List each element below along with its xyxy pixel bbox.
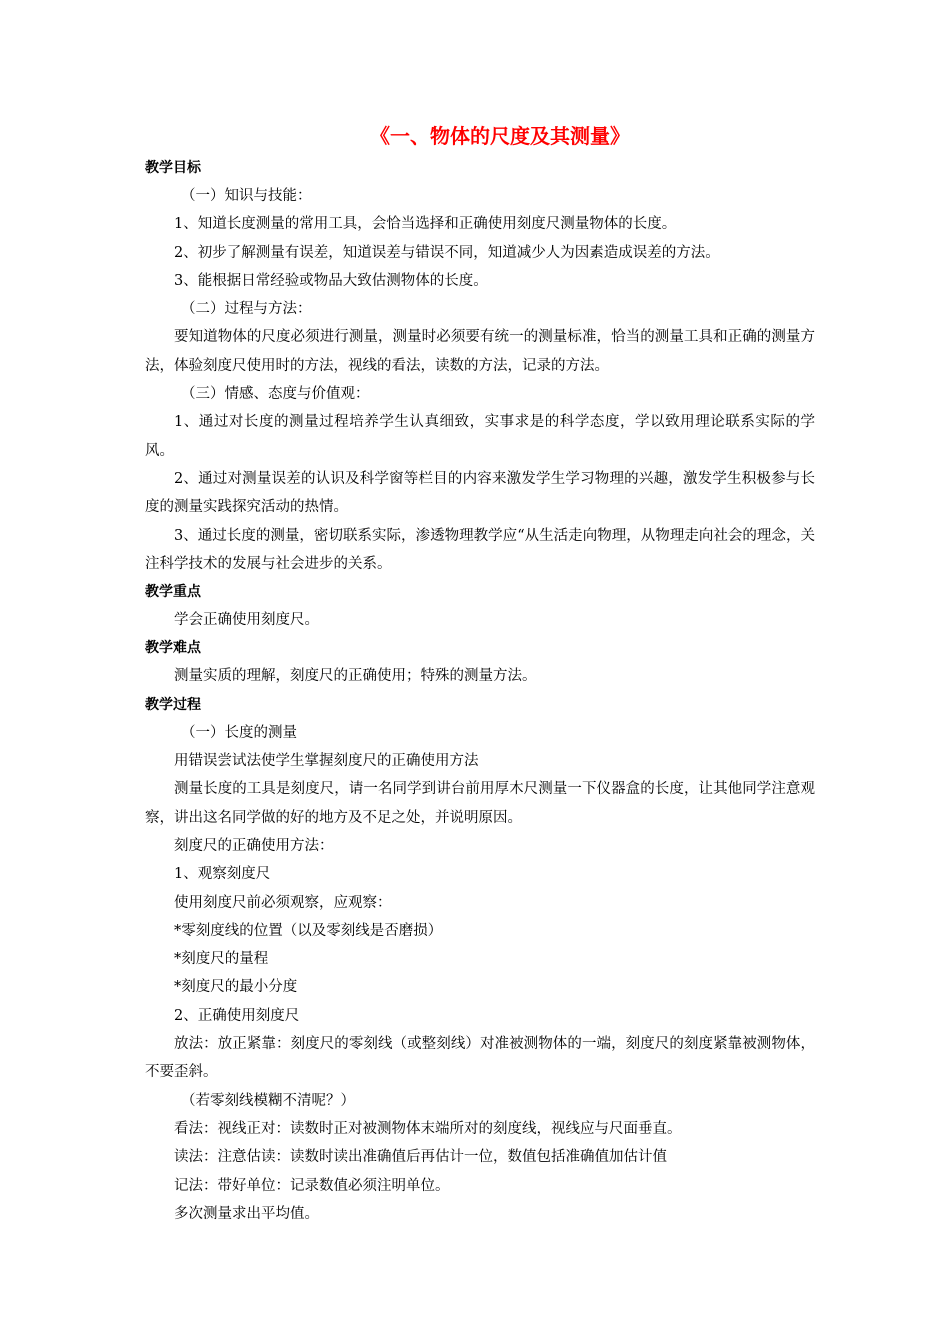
paragraph: 3、能根据日常经验或物品大致估测物体的长度。 [174,272,488,289]
paragraph: 2、初步了解测量有误差，知道误差与错误不同，知道减少人为因素造成误差的方法。 [174,244,720,261]
paragraph: 1、知道长度测量的常用工具，会恰当选择和正确使用刻度尺测量物体的长度。 [174,216,677,233]
subsection-heading: （一）长度的测量 [181,724,297,741]
paragraph: 记法：带好单位：记录数值必须注明单位。 [174,1177,450,1194]
section-heading: 教学难点 [145,640,201,657]
paragraph: 看法：视线正对：读数时正对被测物体末端所对的刻度线，视线应与尺面垂直。 [174,1120,682,1137]
paragraph: 要知道物体的尺度必须进行测量，测量时必须要有统一的测量标准，恰当的测量工具和正确的测量方法，体验刻度尺使用时的方法，视线的看法，读数的方法，记录的方法。 [145,329,815,374]
subsection-heading: （三）情感、态度与价值观： [181,386,370,403]
section-heading: 教学过程 [145,696,201,713]
paragraph: *刻度尺的量程 [174,951,269,968]
paragraph: 刻度尺的正确使用方法： [174,837,334,854]
paragraph: 1、观察刻度尺 [174,866,271,883]
paragraph: 2、通过对测量误差的认识及科学窗等栏目的内容来激发学生学习物理的兴趣，激发学生积极参与长度的测量实践探究活动的热情。 [145,470,815,516]
document-page [145,122,815,1228]
subsection-heading: （若零刻线模糊不清呢？） [181,1092,355,1109]
section-heading: 教学重点 [145,584,201,601]
paragraph: 多次测量求出平均值。 [174,1205,319,1222]
document-body [145,154,815,1228]
paragraph: *零刻度线的位置（以及零刻线是否磨损） [174,922,443,939]
paragraph: 3、通过长度的测量，密切联系实际，渗透物理教学应“从生活走向物理，从物理走向社会的理念，关注科学技术的发展与社会进步的关系。 [145,527,815,572]
paragraph: 学会正确使用刻度尺。 [174,612,319,629]
subsection-heading: （一）知识与技能： [181,188,312,204]
paragraph: 读法：注意估读：读数时读出准确值后再估计一位，数值包括准确值加估计值 [174,1149,667,1166]
paragraph: 放法：放正紧靠：刻度尺的零刻线（或整刻线）对准被测物体的一端，刻度尺的刻度紧靠被测物体，不要歪斜。 [145,1036,815,1081]
paragraph: 用错误尝试法使学生掌握刻度尺的正确使用方法 [174,753,479,770]
paragraph: 测量长度的工具是刻度尺，请一名同学到讲台前用厚木尺测量一下仪器盒的长度，让其他同学注意观察，讲出这名同学做的好的地方及不足之处，并说明原因。 [145,781,815,826]
paragraph: 测量实质的理解，刻度尺的正确使用；特殊的测量方法。 [174,668,537,685]
subsection-heading: （二）过程与方法： [181,301,312,318]
document-title: 《一、物体的尺度及其测量》 [370,124,630,148]
paragraph: *刻度尺的最小分度 [174,979,298,996]
paragraph: 使用刻度尺前必须观察，应观察： [174,894,392,911]
paragraph: 2、正确使用刻度尺 [174,1007,300,1024]
paragraph: 1、通过对长度的测量过程培养学生认真细致，实事求是的科学态度，学以致用理论联系实际的学风。 [145,414,815,459]
section-heading: 教学目标 [145,160,201,176]
